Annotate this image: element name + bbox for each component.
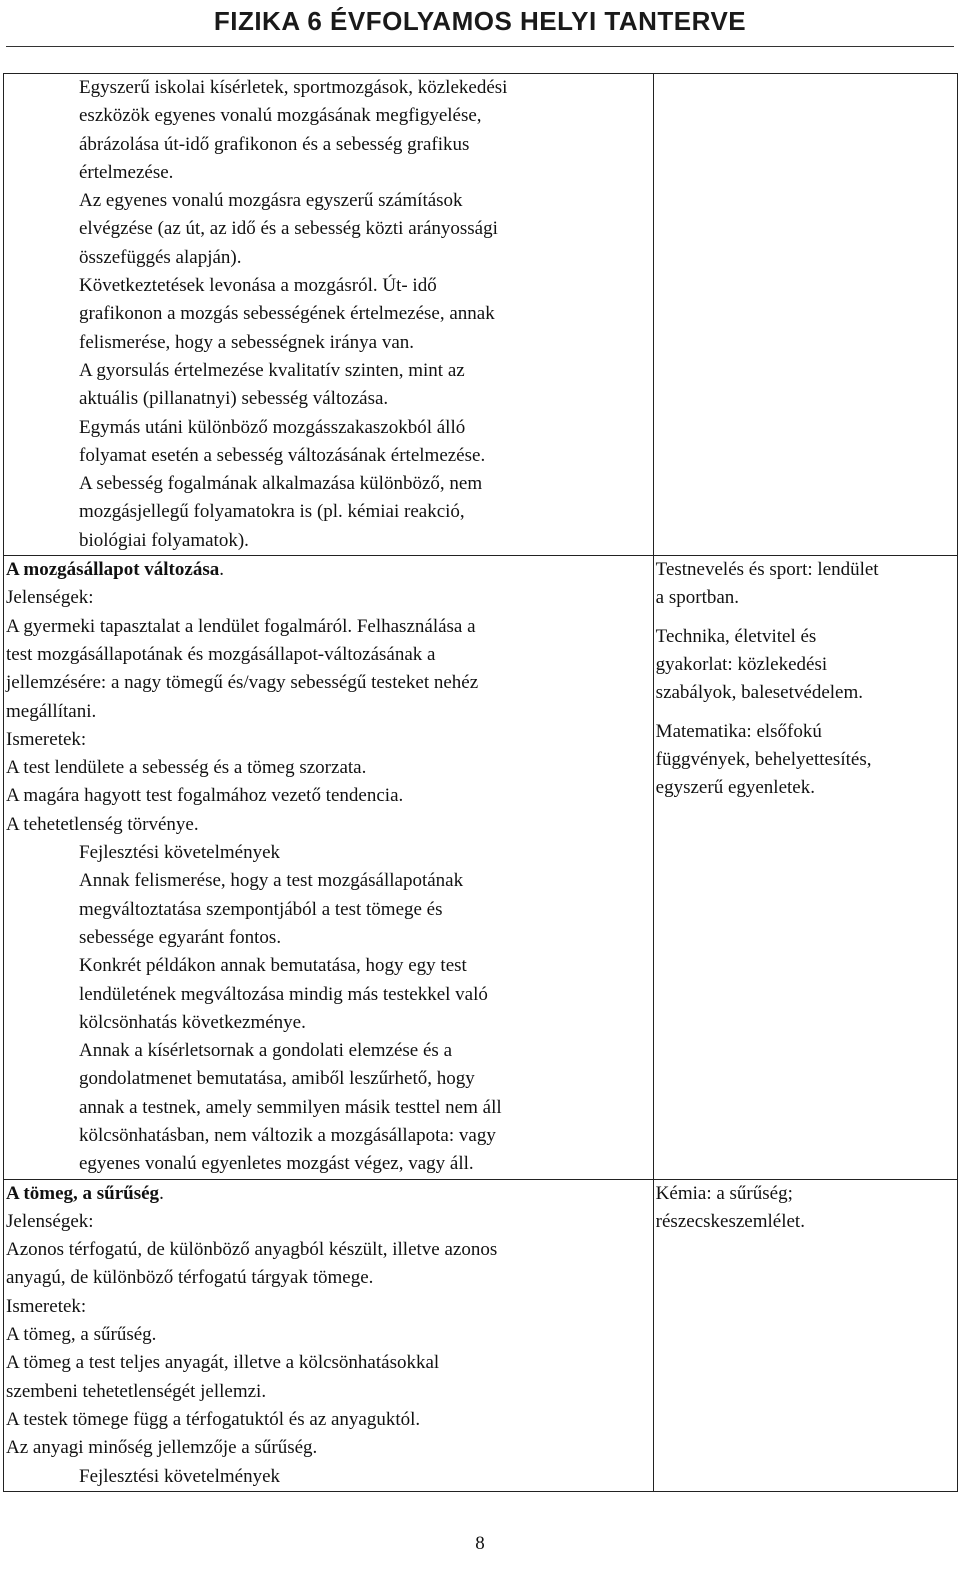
section-heading: A tömeg, a sűrűség. bbox=[6, 1182, 164, 1204]
connections-cell bbox=[653, 556, 957, 1180]
paragraph: Egymás utáni különböző mozgásszakaszokból álló folyamat esetén a sebesség változásának értelmezése. bbox=[79, 416, 486, 466]
phenomena-label: Jelenségek: bbox=[6, 1210, 94, 1232]
page-header bbox=[0, 0, 960, 48]
paragraph: A tehetetlenség törvénye. bbox=[6, 813, 199, 835]
paragraph: A gyorsulás értelmezése kvalitatív szinten, mint az aktuális (pillanatnyi) sebesség változása. bbox=[79, 359, 465, 410]
paragraph: A tömeg, a sűrűség. bbox=[6, 1324, 157, 1346]
document-title: FIZIKA 6 ÉVFOLYAMOS HELYI TANTERVE bbox=[213, 6, 747, 36]
development-label: Fejlesztési követelmények bbox=[79, 1465, 281, 1487]
paragraph: Következtetések levonása a mozgásról. Út- idő grafikonon a mozgás sebességének értelmezése, annak felismerése, hogy a sebességnek iránya van. bbox=[79, 275, 495, 353]
knowledge-label: Ismeretek: bbox=[6, 728, 87, 750]
paragraph: A test lendülete a sebesség és a tömeg szorzata. bbox=[6, 757, 367, 779]
connection-note: Testnevelés és sport: lendület a sportban. bbox=[655, 559, 879, 609]
content-cell bbox=[4, 556, 654, 1180]
connections-cell bbox=[653, 74, 957, 556]
table-row bbox=[4, 74, 958, 556]
section-heading: A mozgásállapot változása. bbox=[6, 559, 224, 581]
knowledge-label: Ismeretek: bbox=[6, 1295, 87, 1317]
content-cell bbox=[4, 74, 654, 556]
paragraph: Annak a kísérletsornak a gondolati elemzése és a gondolatmenet bemutatása, amiből leszűrhető, hogy annak a testnek, amely semmilyen másik testtel nem áll kölcsönhatásban, nem változik a mozgásállapota: vagy egyenes vonalú egyenletes mozgást végez, vagy áll. bbox=[79, 1040, 502, 1175]
paragraph: A magára hagyott test fogalmához vezető tendencia. bbox=[6, 785, 404, 807]
phenomena-label: Jelenségek: bbox=[6, 587, 94, 609]
page-number: 8 bbox=[475, 1533, 485, 1554]
paragraph: A tömeg a test teljes anyagát, illetve a kölcsönhatásokkal szembeni tehetetlenségét jellemzi. bbox=[6, 1352, 440, 1402]
development-label: Fejlesztési követelmények bbox=[79, 842, 281, 864]
connection-note: Kémia: a sűrűség; részecskeszemlélet. bbox=[655, 1182, 805, 1232]
paragraph: A sebesség fogalmának alkalmazása különböző, nem mozgásjellegű folyamatokra is (pl. kémiai reakció, biológiai folyamatok). bbox=[79, 473, 483, 551]
paragraph: A gyermeki tapasztalat a lendület fogalmáról. Felhasználása a test mozgásállapotának és mozgásállapot-változásának a jellemzésére: a nagy tömegű és/vagy sebességű testeket nehéz megállítani. bbox=[6, 615, 479, 722]
content-cell bbox=[4, 1179, 654, 1491]
connections-cell bbox=[653, 1179, 957, 1491]
paragraph: Az egyenes vonalú mozgásra egyszerű számítások elvégzése (az út, az idő és a sebesség közti arányossági összefüggés alapján). bbox=[79, 190, 498, 268]
paragraph: Az anyagi minőség jellemzője a sűrűség. bbox=[6, 1437, 318, 1459]
connection-note: Technika, életvitel és gyakorlat: közlekedési szabályok, balesetvédelem. bbox=[655, 625, 864, 704]
header-divider bbox=[6, 46, 954, 47]
paragraph: Annak felismerése, hogy a test mozgásállapotának megváltoztatása szempontjából a test tömege és sebessége egyaránt fontos. bbox=[79, 870, 464, 948]
table-row bbox=[4, 1179, 958, 1491]
paragraph: Azonos térfogatú, de különböző anyagból készült, illetve azonos anyagú, de különböző térfogatú tárgyak tömege. bbox=[6, 1239, 498, 1289]
paragraph: Konkrét példákon annak bemutatása, hogy egy test lendületének megváltozása mindig más testekkel való kölcsönhatás következménye. bbox=[79, 955, 488, 1033]
connection-note: Matematika: elsőfokú függvények, behelyettesítés, egyszerű egyenletek. bbox=[655, 720, 872, 799]
table-row bbox=[4, 556, 958, 1180]
curriculum-table bbox=[3, 73, 958, 1492]
paragraph: Egyszerű iskolai kísérletek, sportmozgások, közlekedési eszközök egyenes vonalú mozgásának megfigyelése, ábrázolása út-idő grafikonon és a sebesség grafikus értelmezése. bbox=[79, 77, 508, 183]
paragraph: A testek tömege függ a térfogatuktól és az anyaguktól. bbox=[6, 1408, 421, 1430]
